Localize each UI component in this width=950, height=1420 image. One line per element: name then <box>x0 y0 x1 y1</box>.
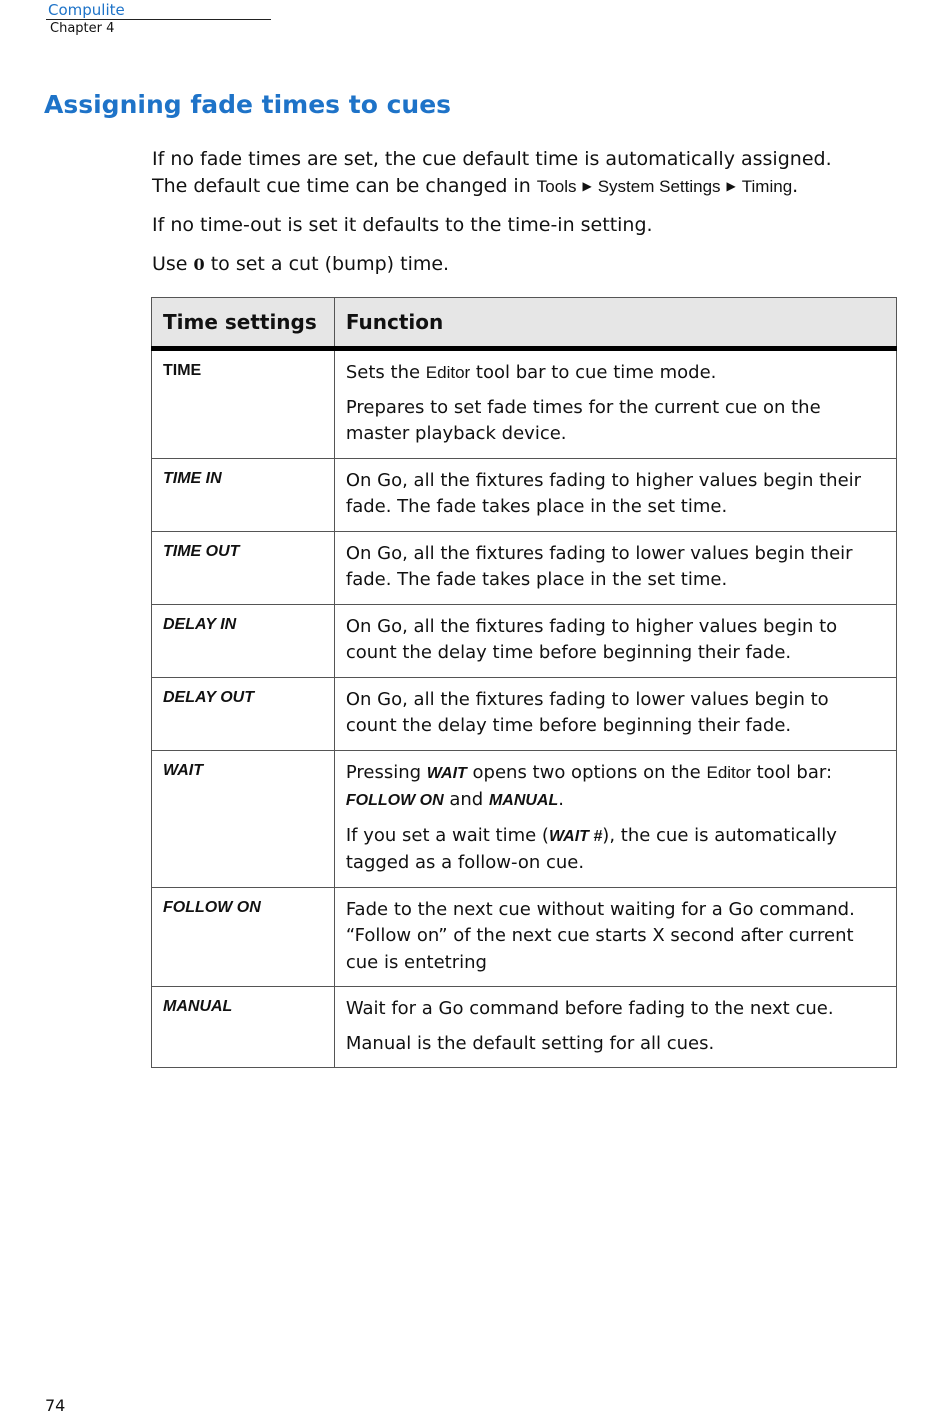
table-row <box>152 987 897 1068</box>
timeout-note: If no time-out is set it defaults to the time-in setting. <box>152 214 653 236</box>
setting-key: DELAY IN <box>152 604 335 677</box>
text-run: tool bar to cue time mode. <box>470 362 717 383</box>
time-settings-table <box>151 297 897 1068</box>
menu-path-tools: Tools <box>536 177 577 196</box>
text-run: . <box>558 789 564 810</box>
intro-line-1: If no fade times are set, the cue default time is automatically assigned. <box>152 148 832 170</box>
table-row <box>152 458 897 531</box>
text-run: Pressing <box>345 761 427 783</box>
menu-arrow-icon: ▶ <box>582 179 592 193</box>
menu-path-timing: Timing <box>741 177 793 196</box>
setting-key: TIME OUT <box>152 531 335 604</box>
text-run: tool bar: <box>750 761 833 783</box>
setting-key: TIME IN <box>152 458 335 531</box>
setting-function: Fade to the next cue without waiting for a Go command. “Follow on” of the next cue starts X second after current cue is entetring <box>334 887 896 987</box>
header-rule <box>46 19 271 20</box>
page-number: 74 <box>45 1396 66 1415</box>
setting-key: DELAY OUT <box>152 677 335 750</box>
setting-key: MANUAL <box>152 987 335 1068</box>
column-header-function: Function <box>334 298 896 349</box>
text-run: opens two options on the <box>466 761 707 783</box>
setting-key: FOLLOW ON <box>152 887 335 987</box>
setting-function <box>334 987 896 1068</box>
menu-path-system-settings: System Settings <box>597 177 721 196</box>
table-row <box>152 677 897 750</box>
running-header-chapter: Chapter 4 <box>50 21 115 36</box>
column-header-time-settings: Time settings <box>152 298 335 349</box>
function-paragraph <box>346 360 885 387</box>
text-run: ), the cue is automatically tagged as a follow-on cue. <box>345 824 837 873</box>
ui-term-editor: Editor <box>425 363 471 382</box>
setting-function <box>334 349 896 459</box>
setting-function: On Go, all the fixtures fading to higher values begin their fade. The fade takes place in the set time. <box>334 458 896 531</box>
table-row <box>152 531 897 604</box>
cut-suffix: to set a cut (bump) time. <box>204 253 450 275</box>
running-header-brand: Compulite <box>48 1 125 19</box>
section-title: Assigning fade times to cues <box>44 90 452 119</box>
function-paragraph: Wait for a Go command before fading to the next cue. <box>345 998 834 1019</box>
key-follow-on: FOLLOW ON <box>345 792 444 809</box>
setting-key: TIME <box>152 349 335 459</box>
intro-paragraph <box>152 146 912 200</box>
text-run: Sets the <box>345 362 426 383</box>
key-wait: WAIT <box>426 764 467 782</box>
key-wait-number: WAIT # <box>548 827 603 845</box>
table-row <box>152 349 897 459</box>
setting-function <box>334 750 896 887</box>
text-run: If you set a wait time ( <box>345 824 549 846</box>
intro-line-2-suffix: . <box>792 175 799 197</box>
setting-function: On Go, all the fixtures fading to higher values begin to count the delay time before beginning their fade. <box>334 604 896 677</box>
table-row <box>152 604 897 677</box>
function-paragraph: Manual is the default setting for all cues. <box>345 1032 715 1054</box>
function-paragraph: Prepares to set fade times for the current cue on the master playback device. <box>345 396 821 444</box>
text-run: and <box>443 789 489 810</box>
ui-term-editor: Editor <box>706 762 751 782</box>
cut-key: 0 <box>193 255 205 274</box>
menu-arrow-icon: ▶ <box>726 179 736 193</box>
function-paragraph <box>346 760 885 815</box>
cut-prefix: Use <box>152 253 194 275</box>
setting-function: On Go, all the fixtures fading to lower values begin their fade. The fade takes place in the set time. <box>334 531 896 604</box>
intro-line-2-prefix: The default cue time can be changed in <box>152 175 537 197</box>
function-paragraph <box>346 823 885 877</box>
table-row <box>152 750 897 887</box>
setting-function: On Go, all the fixtures fading to lower values begin to count the delay time before beginning their fade. <box>334 677 896 750</box>
cut-time-note <box>152 251 912 278</box>
setting-key: WAIT <box>152 750 335 887</box>
table-header-row <box>152 298 897 349</box>
table-row <box>152 887 897 987</box>
key-manual: MANUAL <box>488 792 559 809</box>
